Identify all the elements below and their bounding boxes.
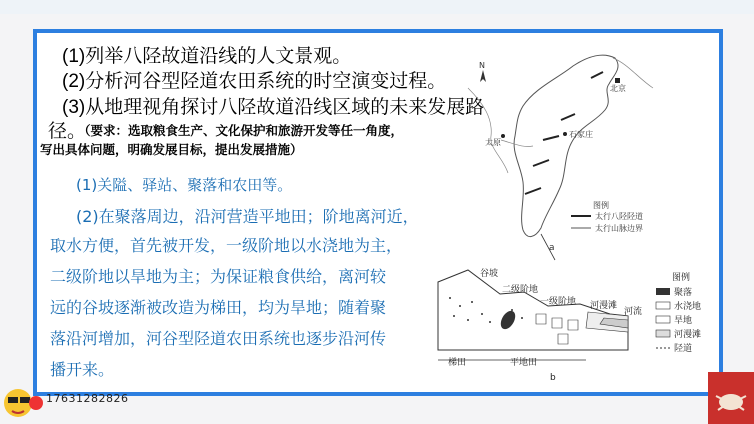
river-line	[501, 140, 533, 147]
emoji-face-icon	[2, 385, 46, 421]
route-line	[543, 136, 559, 140]
answer-2-line-6: 播开来。	[50, 360, 115, 379]
route-line	[561, 114, 575, 120]
taihang-map-figure	[463, 48, 719, 263]
label-a: a	[549, 243, 555, 253]
north-label: N	[479, 61, 485, 70]
answer-2-line-5: 落沿河增加，河谷型陉道农田系统也逐步沿河传	[50, 329, 387, 348]
legend-boundary-label: 太行山脉边界	[595, 224, 643, 233]
taiyuan-label: 太原	[485, 138, 501, 147]
legend-dryland-label: 旱地	[674, 316, 693, 326]
legend-settlement-swatch	[656, 288, 670, 295]
legend-irrigated-label: 水浇地	[674, 302, 702, 312]
legend-floodplain-swatch	[656, 330, 670, 337]
heliu-label: 河流	[624, 307, 643, 317]
taiyuan-marker-icon	[501, 134, 505, 138]
gupo-label: 谷坡	[480, 269, 499, 279]
diagram-legend-title: 图例	[672, 273, 691, 283]
legend-floodplain-label: 河漫滩	[674, 330, 702, 340]
question-1: (1)列举八陉故道沿线的人文景观。	[62, 46, 352, 67]
route-line	[533, 160, 549, 166]
answer-2-line-3: 二级阶地以旱地为主；为保证粮食供给，离河较	[50, 267, 387, 286]
requirement-line-2: 写出具体问题，明确发展目标，提出发展措施）	[40, 142, 303, 157]
shijiazhuang-label: 石家庄	[569, 130, 593, 139]
legend-irrigated-swatch	[656, 302, 670, 309]
label-b: b	[550, 373, 556, 383]
legend-settlement-label: 聚落	[674, 288, 693, 298]
question-3-line-2: 径。	[48, 121, 87, 142]
shijiazhuang-marker-icon	[563, 132, 567, 136]
beijing-label: 北京	[610, 84, 626, 93]
top-band	[0, 0, 754, 14]
map-legend-title: 图例	[593, 201, 609, 210]
question-2: (2)分析河谷型陉道农田系统的时空演变过程。	[62, 71, 447, 92]
phone-number: 17631282826	[46, 392, 129, 405]
valley-farmland-diagram	[428, 262, 720, 388]
answer-1: (1)关隘、驿站、聚落和农田等。	[76, 176, 293, 194]
yiji-label: 一级阶地	[540, 297, 577, 307]
legend-route-label: 陉道	[674, 344, 693, 354]
river-line	[468, 88, 508, 173]
erji-label: 二级阶地	[502, 285, 539, 295]
route-line	[591, 72, 603, 78]
answer-2-line-1: (2)在聚落周边，沿河营造平地田；阶地离河近，	[76, 207, 419, 226]
beijing-marker-icon	[615, 78, 620, 83]
pingditian-label: 平地田	[510, 358, 538, 368]
titian-label: 梯田	[448, 358, 467, 368]
route-line	[525, 188, 541, 194]
north-arrow-icon	[479, 61, 486, 82]
legend-route-label: 太行八陉陉道	[595, 212, 643, 221]
question-3-line-1: (3)从地理视角探讨八陉故道沿线区域的未来发展路	[62, 97, 485, 118]
hemantan-label: 河漫滩	[590, 301, 618, 311]
answer-2-line-4: 远的谷坡逐渐被改造为梯田，均为旱地；随着聚	[50, 298, 387, 317]
crab-decoration-icon	[708, 372, 754, 424]
answer-2-line-2: 取水方便，首先被开发，一级阶地以水浇地为主，	[50, 236, 403, 255]
legend-dryland-swatch	[656, 316, 670, 323]
requirement-line-1: （要求：选取粮食生产、文化保护和旅游开发等任一角度，	[78, 123, 404, 138]
